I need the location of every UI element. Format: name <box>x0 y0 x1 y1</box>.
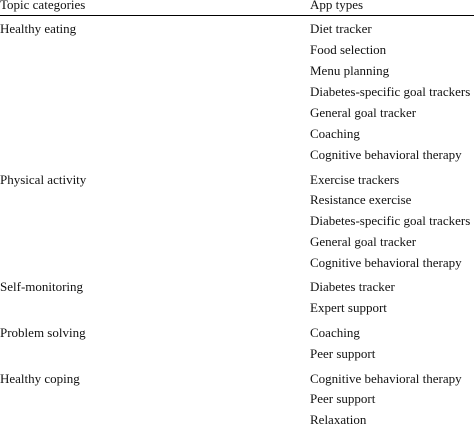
app-type-item: Peer support <box>310 391 376 406</box>
app-type-item: Food selection <box>310 42 387 57</box>
app-type-item: General goal tracker <box>310 105 417 120</box>
app-type-item: Relaxation <box>310 412 367 427</box>
app-type-item: Peer support <box>310 346 376 361</box>
app-type-item: Diet tracker <box>310 21 372 36</box>
app-type-item: Cognitive behavioral therapy <box>310 147 462 162</box>
app-type-item: Resistance exercise <box>310 192 412 207</box>
app-type-item: Coaching <box>310 126 360 141</box>
topic-healthy-coping: Healthy coping <box>0 371 80 386</box>
app-type-item: Menu planning <box>310 63 390 78</box>
app-type-item: Expert support <box>310 300 387 315</box>
app-type-item: General goal tracker <box>310 234 417 249</box>
app-type-item: Diabetes-specific goal trackers <box>310 213 471 228</box>
app-type-item: Cognitive behavioral therapy <box>310 371 462 386</box>
app-type-item: Exercise trackers <box>310 172 400 187</box>
header-app-types: App types <box>310 0 364 12</box>
app-type-item: Diabetes tracker <box>310 279 395 294</box>
topic-self-monitoring: Self-monitoring <box>0 279 84 294</box>
header-topic-categories: Topic categories <box>0 0 86 12</box>
topic-physical-activity: Physical activity <box>0 172 87 187</box>
header-rule <box>0 15 474 16</box>
app-type-item: Cognitive behavioral therapy <box>310 255 462 270</box>
topic-healthy-eating: Healthy eating <box>0 21 77 36</box>
topic-problem-solving: Problem solving <box>0 325 86 340</box>
app-type-item: Diabetes-specific goal trackers <box>310 84 471 99</box>
app-type-item: Coaching <box>310 325 360 340</box>
